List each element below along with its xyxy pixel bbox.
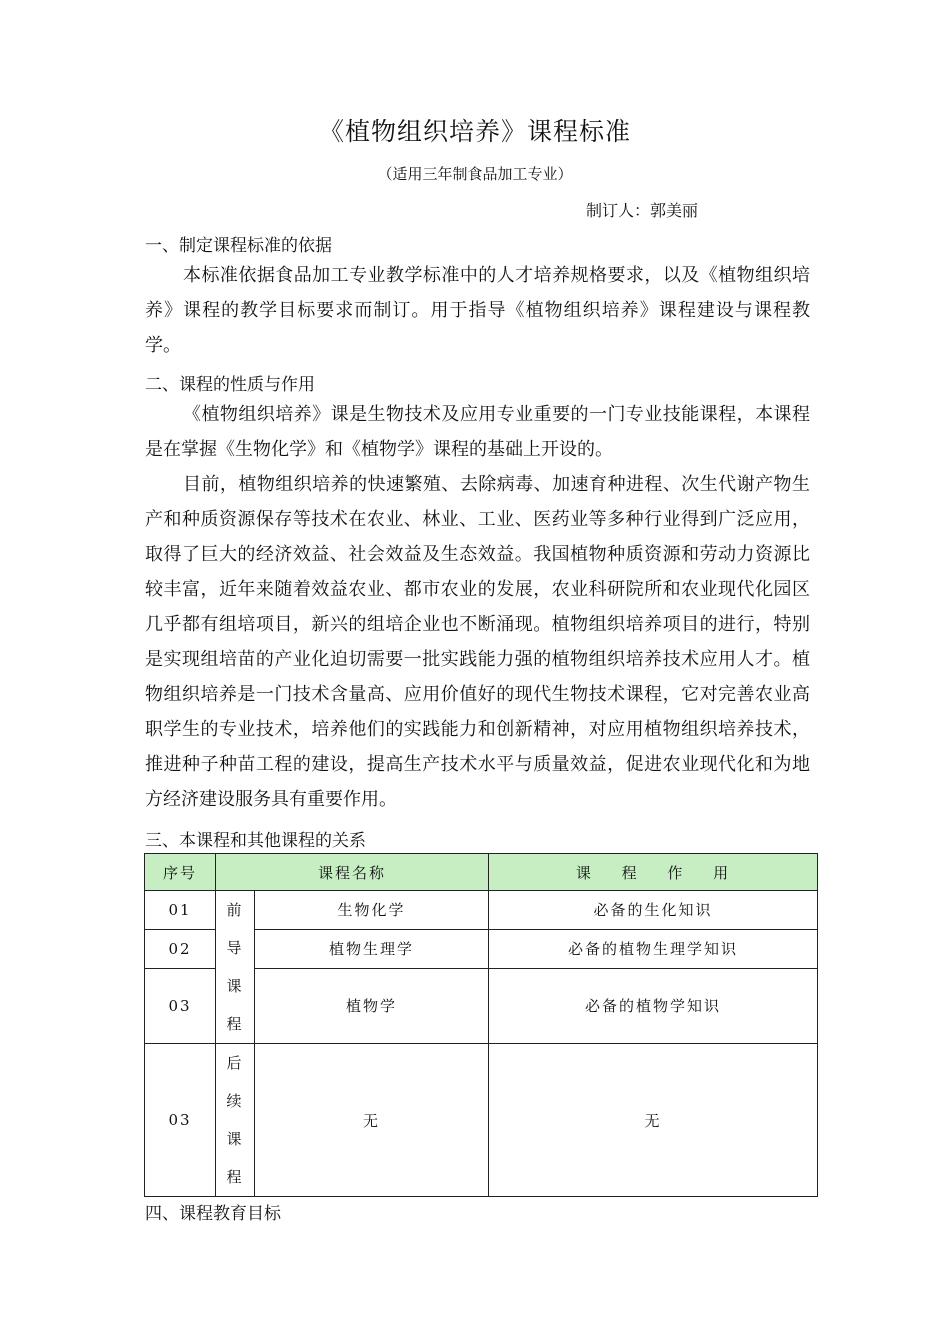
row-course-role: 必备的生化知识 [489, 891, 818, 930]
row-course-role: 必备的植物学知识 [489, 968, 818, 1044]
row-course-name: 无 [255, 1044, 489, 1197]
table-row [145, 1044, 818, 1197]
table-row [145, 891, 818, 930]
header-course-role: 课 程 作 用 [489, 854, 818, 891]
row-course-name: 生物化学 [255, 891, 489, 930]
group-char: 续 [226, 1092, 244, 1110]
row-no: 03 [145, 1044, 216, 1197]
course-relation-table [144, 853, 818, 1197]
document-subtitle: （适用三年制食品加工专业） [377, 165, 573, 183]
section-heading-4: 四、课程教育目标 [145, 1204, 281, 1224]
group-char: 程 [226, 1015, 244, 1033]
group-char: 导 [226, 939, 244, 957]
row-no: 03 [145, 968, 216, 1044]
group-label-prerequisite [216, 891, 255, 1044]
section-heading-2: 二、课程的性质与作用 [145, 375, 315, 395]
group-label-followup [216, 1044, 255, 1197]
header-no: 序号 [145, 854, 216, 891]
row-course-name: 植物学 [255, 968, 489, 1044]
section-1-paragraph: 本标准依据食品加工专业教学标准中的人才培养规格要求，以及《植物组织培养》课程的教学目标要求而制订。用于指导《植物组织培养》课程建设与课程教学。 [145, 265, 810, 356]
section-2-paragraph-1: 《植物组织培养》课是生物技术及应用专业重要的一门专业技能课程，本课程是在掌握《生物化学》和《植物学》课程的基础上开设的。 [145, 404, 810, 460]
row-no: 01 [145, 891, 216, 930]
document-title: 《植物组织培养》课程标准 [318, 117, 631, 146]
group-char: 课 [226, 977, 244, 995]
author-line: 制订人：郭美丽 [586, 201, 699, 220]
group-char: 前 [226, 901, 244, 919]
row-course-role: 无 [489, 1044, 818, 1197]
row-course-name: 植物生理学 [255, 929, 489, 968]
row-no: 02 [145, 929, 216, 968]
section-2-paragraph-2: 目前，植物组织培养的快速繁殖、去除病毒、加速育种进程、次生代谢产物生产和种质资源保存等技术在农业、林业、工业、医药业等多种行业得到广泛应用，取得了巨大的经济效益、社会效益及生态效益。我国植物种质资源和劳动力资源比较丰富，近年来随着效益农业、都市农业的发展，农业科研院所和农业现代化园区几乎都有组培项目，新兴的组培企业也不断涌现。植物组织培养项目的进行，特别是实现组培苗的产业化迫切需要一批实践能力强的植物组织培养技术应用人才。植物组织培养是一门技术含量高、应用价值好的现代生物技术课程，它对完善农业高职学生的专业技术，培养他们的实践能力和创新精神，对应用植物组织培养技术，推进种子种苗工程的建设，提高生产技术水平与质量效益，促进农业现代化和为地方经济建设服务具有重要作用。 [145, 474, 810, 810]
section-heading-1: 一、制定课程标准的依据 [145, 236, 332, 256]
table-header-row [145, 854, 818, 891]
group-char: 程 [226, 1168, 244, 1186]
group-char: 课 [226, 1130, 244, 1148]
group-char: 后 [226, 1054, 244, 1072]
header-course-name: 课程名称 [216, 854, 489, 891]
section-heading-3: 三、本课程和其他课程的关系 [145, 831, 366, 851]
row-course-role: 必备的植物生理学知识 [489, 929, 818, 968]
